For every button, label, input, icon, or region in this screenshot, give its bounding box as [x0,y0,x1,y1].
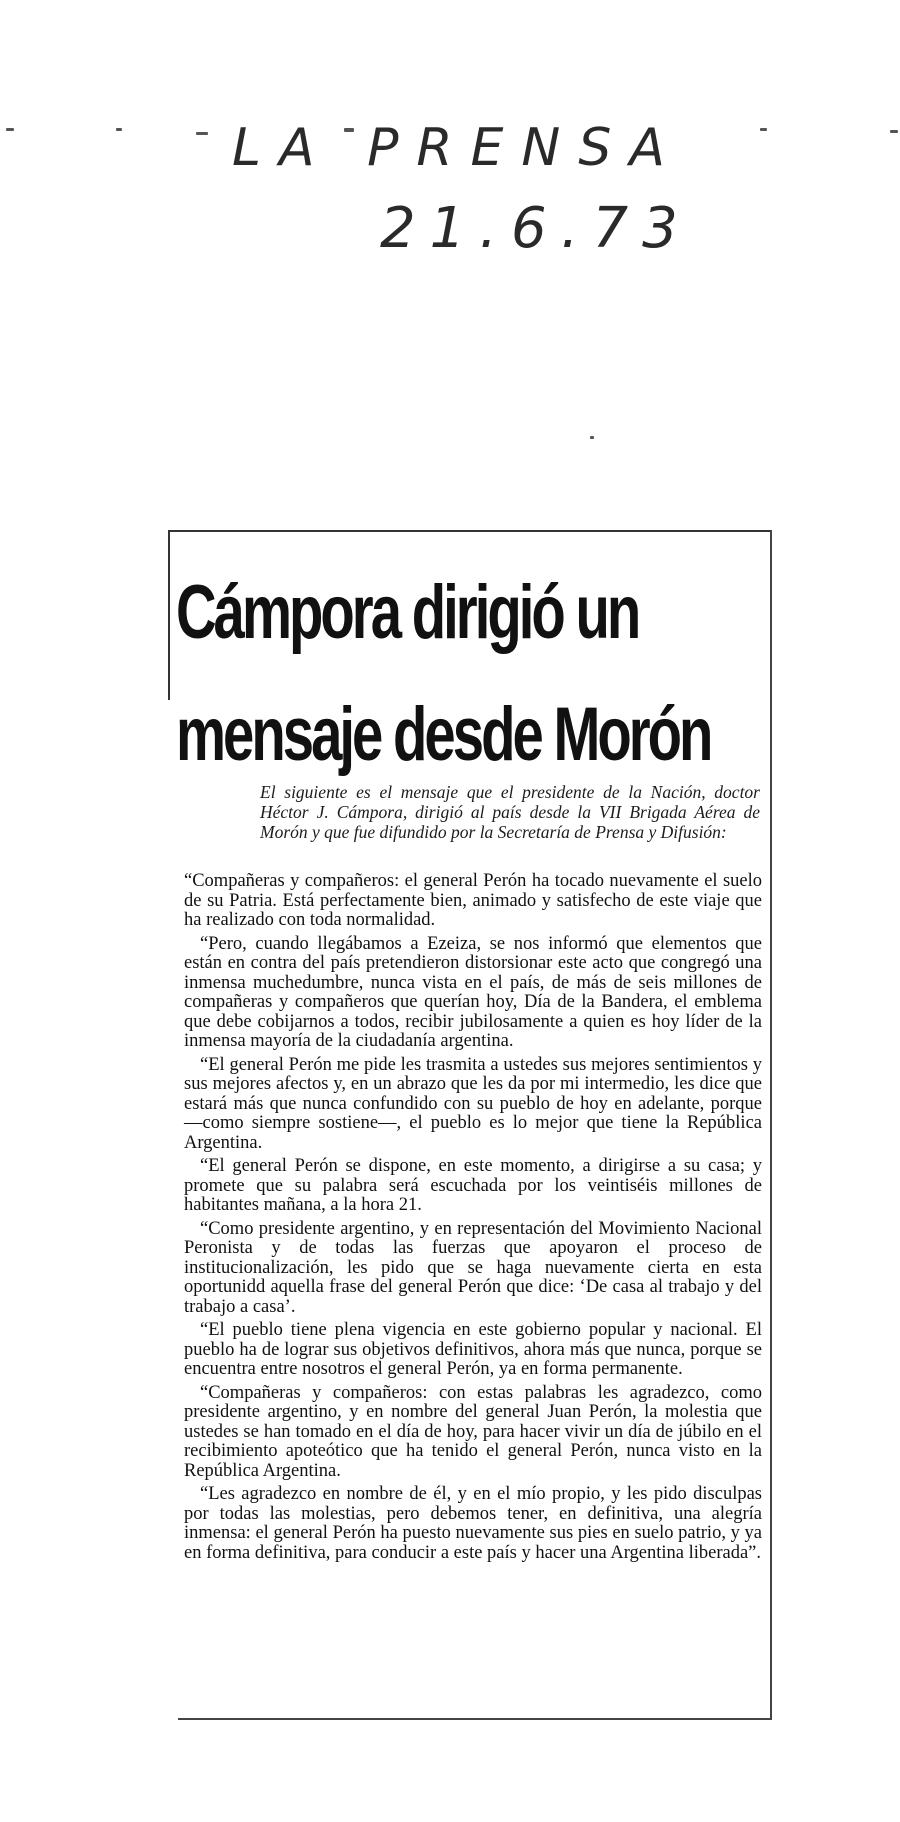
scan-speck [590,436,594,439]
clipping-left-rule [168,530,170,700]
article-paragraph: “El pueblo tiene plena vigencia en este gobierno popular y nacional. El pueblo ha de lograr sus objetivos definitivos, ahora más que nunca, porque se encuentra entre nosotros el general Perón, ya en forma permanente. [184,1320,762,1379]
clipping-right-rule [770,530,772,1720]
handwritten-source-note: LA PRENSA [232,118,683,178]
scan-speck [196,132,208,135]
headline-line-2: mensaje desde Morón [176,692,711,777]
newspaper-clipping [168,530,772,1720]
article-paragraph: “El general Perón me pide les trasmita a ustedes sus mejores sentimientos y sus mejores afectos y, en un abrazo que les da por mi intermedio, les dice que estará más que nunca confundido con su pueblo de hoy en adelante, porque —como siempre sostiene—, el pueblo es lo mejor que tiene la República Argentina. [184,1054,762,1153]
scan-speck [116,128,122,131]
article-lead: El siguiente es el mensaje que el presidente de la Nación, doctor Héctor J. Cámpora, dirigió al país desde la VII Brigada Aérea de Morón y que fue difundido por la Secretaría de Prensa y Difusión: [260,782,760,842]
headline-line-1: Cámpora dirigió un [176,570,639,655]
scan-speck [6,128,14,131]
article-paragraph: “Pero, cuando llegábamos a Ezeiza, se nos informó que elementos que están en contra del país pretendieron distorsionar este acto que congregó una inmensa muchedumbre, nunca vista en el país, de más de seis millones de compañeras y compañeros que querían hoy, Día de la Bandera, el emblema que debe cobijarnos a todos, recibir jubilosamente a quien es hoy líder de la inmensa mayoría de la ciudadanía argentina. [184,933,762,1051]
clipping-bottom-rule [178,1718,772,1720]
article-paragraph: “El general Perón se dispone, en este momento, a dirigirse a su casa; y promete que su palabra será escuchada por los veintiséis millones de habitantes mañana, a la hora 21. [184,1156,762,1215]
clipping-top-rule [168,530,772,532]
article-paragraph: “Compañeras y compañeros: con estas palabras les agradezco, como presidente argentino, y en nombre del general Juan Perón, la molestia que ustedes se han tomado en el día de hoy, para hacer vivir un día de júbilo en el recibimiento apoteótico que ha tenido el general Perón, nunca visto en la República Argentina. [184,1382,762,1481]
scan-speck [760,128,767,131]
handwritten-date-note: 21.6.73 [380,196,692,261]
article-paragraph: “Como presidente argentino, y en representación del Movimiento Nacional Peronista y de todas las fuerzas que apoyaron el proceso de institucionalización, les pido que se haga nuevamente cierta en esta oportunidd aquella frase del general Perón que dice: ‘De casa al trabajo y del trabajo a casa’. [184,1218,762,1317]
scan-speck [890,130,898,133]
article-paragraph: “Compañeras y compañeros: el general Perón ha tocado nuevamente el suelo de su Patria. Está perfectamente bien, animado y satisfecho de este viaje que ha realizado con toda normalidad. [184,871,762,930]
article-paragraph: “Les agradezco en nombre de él, y en el mío propio, y les pido disculpas por todas las molestias, pero debemos tener, en definitiva, una alegría inmensa: el general Perón ha puesto nuevamente sus pies en suelo patrio, y ya en forma definitiva, para conducir a este país y hacer una Argentina liberada”. [184,1484,762,1563]
article-body [184,872,762,1567]
article-headline [176,552,711,796]
